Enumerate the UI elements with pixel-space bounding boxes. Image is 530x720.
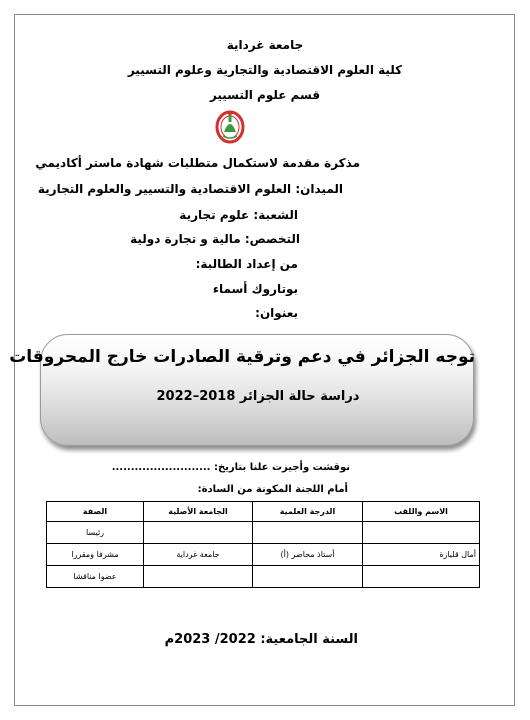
academic-year: السنة الجامعية: 2022/ 2023م	[164, 632, 358, 647]
cell-rank	[253, 566, 363, 588]
field-branch: الشعبة: علوم تجارية	[179, 208, 298, 222]
thesis-subtitle: دراسة حالة الجزائر 2018–2022	[156, 389, 360, 404]
cell-rank	[253, 522, 363, 544]
thesis-title: توجه الجزائر في دعم وترقية الصادرات خارج المحروقات	[9, 347, 475, 367]
titled-label: بعنوان:	[255, 306, 298, 320]
committee-table	[46, 501, 480, 588]
university-name: جامعة غرداية	[226, 38, 304, 52]
header-rank: الدرجة العلمية	[253, 502, 363, 522]
header-name: الاسم واللقب	[363, 502, 480, 522]
cell-university	[144, 566, 253, 588]
table-row	[47, 566, 480, 588]
header-role: الصفة	[47, 502, 144, 522]
cell-rank: أستاذ محاضر (أ)	[253, 544, 363, 566]
department-name: قسم علوم التسيير	[209, 88, 321, 102]
prepared-by-label: من إعداد الطالبة:	[195, 257, 298, 271]
header-university: الجامعة الأصلية	[144, 502, 253, 522]
cell-role: رئيسا	[47, 522, 144, 544]
discussion-date: نوقشت وأجيزت علنا بتاريخ: ..........................	[111, 462, 350, 473]
field-domain: الميدان: العلوم الاقتصادية والتسيير والعلوم التجارية	[37, 182, 343, 196]
cell-name: أمال قليازة	[363, 544, 480, 566]
cell-university	[144, 522, 253, 544]
cell-university: جامعة غرداية	[144, 544, 253, 566]
table-header-row	[47, 502, 480, 522]
cell-role: عضوا مناقشا	[47, 566, 144, 588]
cell-name	[363, 566, 480, 588]
memo-statement: مذكرة مقدمة لاستكمال متطلبات شهادة ماستر أكاديمي	[35, 156, 360, 170]
university-logo-icon	[215, 108, 245, 144]
table-row	[47, 544, 480, 566]
committee-label: أمام اللجنة المكونة من السادة:	[197, 484, 348, 495]
table-row	[47, 522, 480, 544]
field-specialty: التخصص: مالية و تجارة دولية	[130, 232, 300, 246]
thesis-title-box	[9, 334, 475, 446]
cell-role: مشرفا ومقررا	[47, 544, 144, 566]
student-name: بوتاروك أسماء	[212, 282, 298, 296]
faculty-name: كلية العلوم الاقتصادية والتجارية وعلوم التسيير	[127, 63, 403, 77]
cell-name	[363, 522, 480, 544]
